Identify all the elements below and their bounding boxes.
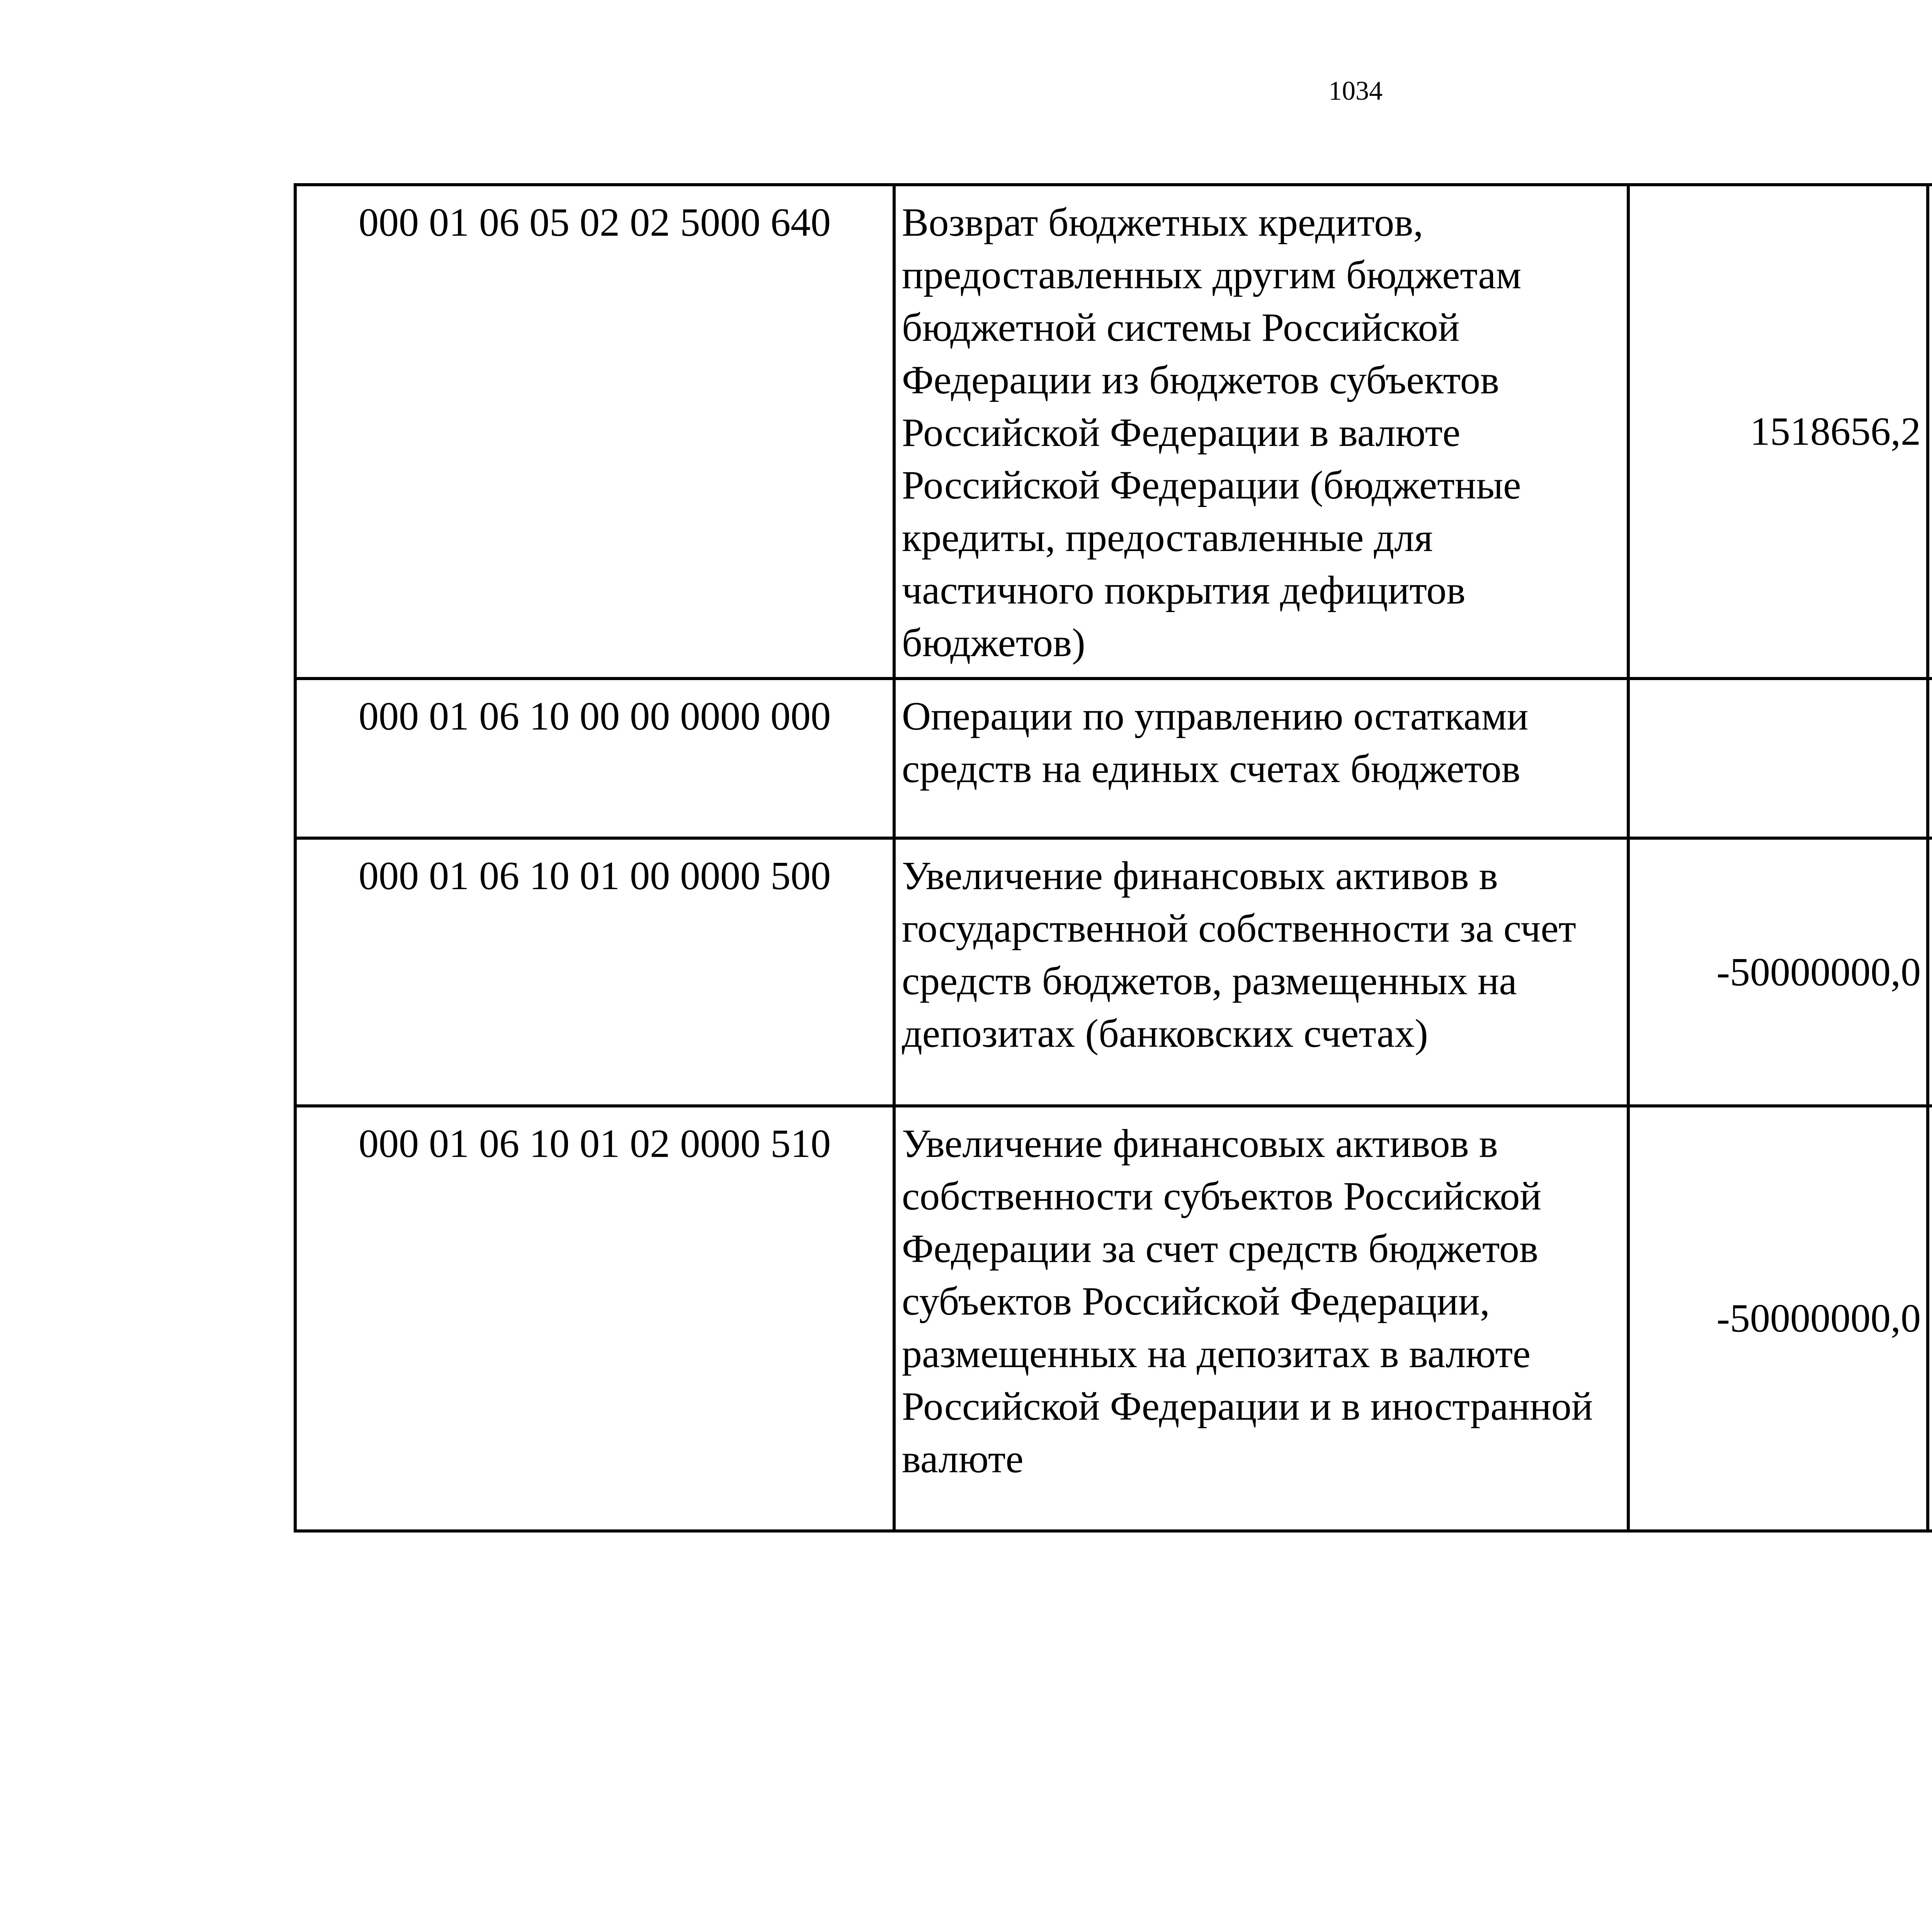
amount-cell-year-1: -50000000,0 — [1628, 1106, 1928, 1531]
budget-code-cell: 000 01 06 10 00 00 0000 000 — [295, 679, 894, 838]
table-row — [295, 679, 1932, 838]
amount-cell-year-2 — [1928, 1106, 1932, 1531]
description-cell: Возврат бюджетных кредитов, предоставленных другим бюджетам бюджетной системы Российской Федерации из бюджетов субъектов Российской Федерации в валюте Российской Федерации (бюджетные кредиты, предоставленные для частичного покрытия дефицитов бюджетов) — [894, 185, 1628, 679]
budget-code-cell: 000 01 06 10 01 02 0000 510 — [295, 1106, 894, 1531]
budget-code-cell: 000 01 06 05 02 02 5000 640 — [295, 185, 894, 679]
amount-cell-year-2 — [1928, 185, 1932, 679]
table-row — [295, 838, 1932, 1106]
page-number: 1034 — [1328, 76, 1383, 106]
table-row — [295, 1106, 1932, 1531]
amount-cell-year-1: -50000000,0 — [1628, 838, 1928, 1106]
description-cell: Операции по управлению остатками средств на единых счетах бюджетов — [894, 679, 1628, 838]
budget-sources-table — [294, 183, 1932, 1533]
table-row — [295, 185, 1932, 679]
amount-cell-year-2 — [1928, 838, 1932, 1106]
amount-cell-year-1 — [1628, 679, 1928, 838]
description-cell: Увеличение финансовых активов в государственной собственности за счет средств бюджетов, размещенных на депозитах (банковских счетах) — [894, 838, 1628, 1106]
description-cell: Увеличение финансовых активов в собственности субъектов Российской Федерации за счет средств бюджетов субъектов Российской Федерации, размещенных на депозитах в валюте Российской Федерации и в иностранной валюте — [894, 1106, 1628, 1531]
amount-cell-year-2 — [1928, 679, 1932, 838]
budget-code-cell: 000 01 06 10 01 00 0000 500 — [295, 838, 894, 1106]
amount-cell-year-1: 1518656,2 — [1628, 185, 1928, 679]
